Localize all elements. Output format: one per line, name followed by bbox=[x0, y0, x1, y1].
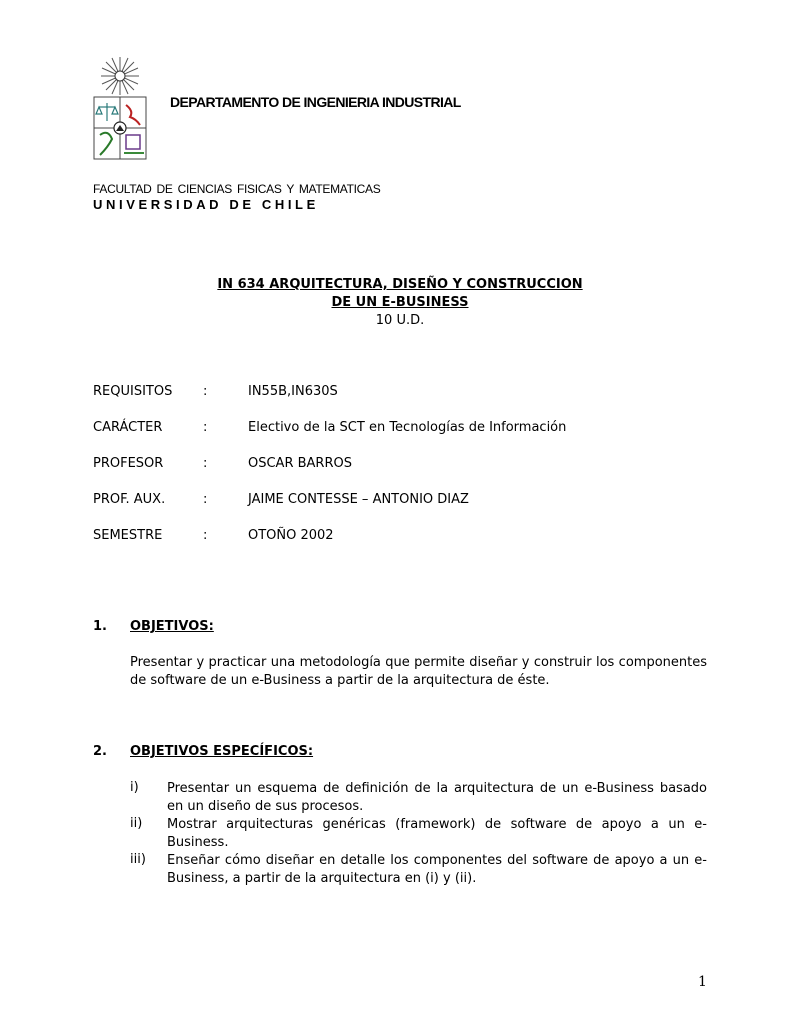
info-label: PROFESOR bbox=[93, 456, 164, 471]
course-title-line1: IN 634 ARQUITECTURA, DISEÑO Y CONSTRUCCION bbox=[217, 277, 583, 292]
info-value: JAIME CONTESSE – ANTONIO DIAZ bbox=[248, 492, 469, 507]
info-label: SEMESTRE bbox=[93, 528, 163, 543]
university-name: UNIVERSIDAD DE CHILE bbox=[93, 197, 319, 212]
info-separator: : bbox=[203, 384, 208, 399]
section-number: 1. bbox=[93, 619, 107, 634]
list-item-number: i) bbox=[130, 780, 139, 795]
page-number: 1 bbox=[698, 974, 707, 990]
section-title-objetivos: OBJETIVOS: bbox=[130, 619, 214, 634]
list-item-number: ii) bbox=[130, 816, 143, 831]
faculty-name: FACULTAD DE CIENCIAS FISICAS Y MATEMATICAS bbox=[93, 182, 381, 196]
info-label: PROF. AUX. bbox=[93, 492, 166, 507]
info-value: OTOÑO 2002 bbox=[248, 528, 334, 543]
info-label: REQUISITOS bbox=[93, 384, 173, 399]
list-item-text: Mostrar arquitecturas genéricas (framework) de software de apoyo a un e-Business. bbox=[167, 817, 707, 850]
objetivos-paragraph: Presentar y practicar una metodología que permite diseñar y construir los componentes de software de un e-Business a partir de la arquitectura de éste. bbox=[130, 655, 707, 688]
list-item-text: Presentar un esquema de definición de la arquitectura de un e-Business basado en un diseño de sus procesos. bbox=[167, 781, 707, 814]
info-value: OSCAR BARROS bbox=[248, 456, 352, 471]
info-value: IN55B,IN630S bbox=[248, 384, 338, 399]
info-value: Electivo de la SCT en Tecnologías de Información bbox=[248, 420, 567, 435]
section-number: 2. bbox=[93, 744, 107, 759]
department-name: DEPARTAMENTO DE INGENIERIA INDUSTRIAL bbox=[170, 94, 461, 110]
info-separator: : bbox=[203, 528, 208, 543]
section-title-objetivos-especificos: OBJETIVOS ESPECÍFICOS: bbox=[130, 744, 314, 759]
course-title-line2: DE UN E-BUSINESS bbox=[331, 295, 469, 310]
list-item-text: Enseñar cómo diseñar en detalle los componentes del software de apoyo a un e-Business, a partir de la arquitectura en (i) y (ii). bbox=[167, 853, 707, 886]
info-label: CARÁCTER bbox=[93, 420, 163, 435]
university-crest-icon bbox=[88, 55, 152, 163]
info-separator: : bbox=[203, 492, 208, 507]
info-separator: : bbox=[203, 456, 208, 471]
info-separator: : bbox=[203, 420, 208, 435]
list-item-number: iii) bbox=[130, 852, 146, 867]
course-credits: 10 U.D. bbox=[375, 313, 425, 328]
